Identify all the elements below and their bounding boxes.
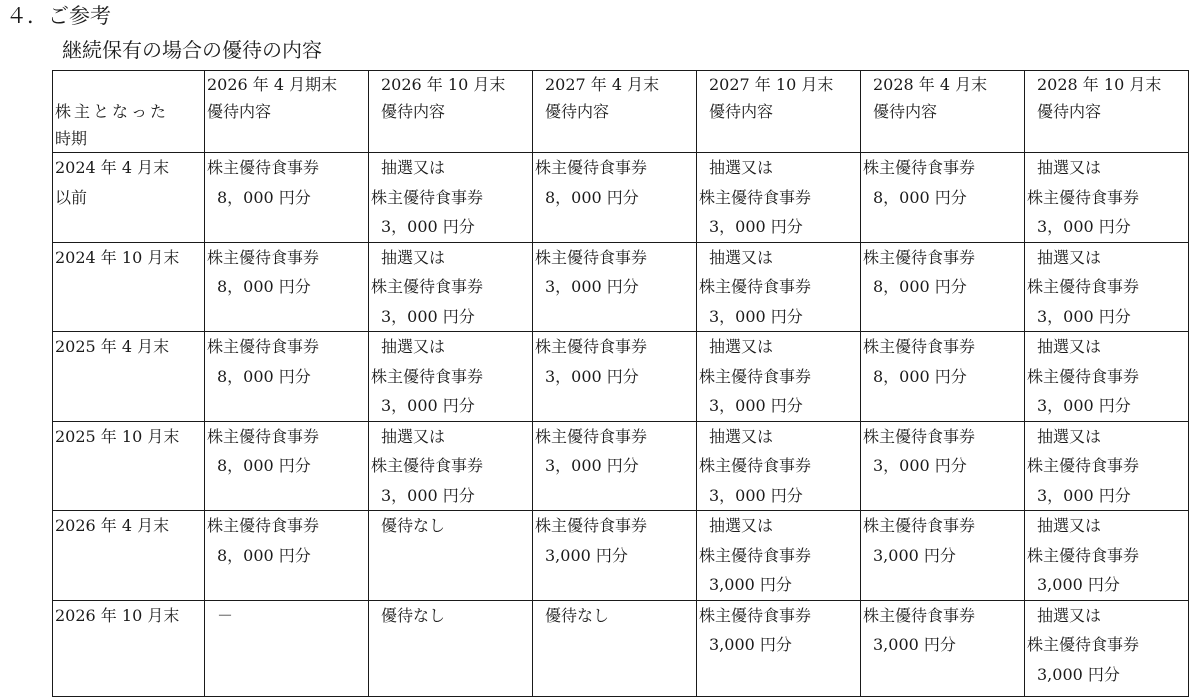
cell-line: 2028 年 4 月末 bbox=[873, 75, 988, 94]
cell-line: 株主優待食事券 bbox=[371, 366, 484, 386]
cell-line: 株主優待食事券 bbox=[207, 516, 320, 535]
benefit-cell bbox=[369, 153, 533, 243]
cell-line: 8，000 円分 bbox=[217, 187, 311, 207]
cell-line: 3,000 円分 bbox=[709, 635, 792, 654]
table-row bbox=[53, 332, 1189, 422]
benefit-cell bbox=[533, 332, 697, 422]
cell-line: 3，000 円分 bbox=[1037, 485, 1131, 505]
section-heading: ４．ご参考 bbox=[6, 4, 111, 28]
cell-line: 8，000 円分 bbox=[873, 277, 967, 296]
cell-line: 2025 年 4 月末 bbox=[55, 337, 170, 356]
cell-line: 株主優待食事券 bbox=[207, 158, 320, 177]
benefit-cell bbox=[533, 600, 697, 696]
cell-line: 2024 年 10 月末 bbox=[55, 247, 180, 267]
benefit-cell bbox=[1025, 153, 1189, 243]
cell-line: 株主優待食事券 bbox=[1027, 635, 1140, 654]
benefit-cell bbox=[861, 332, 1025, 422]
cell-line: 株主優待食事券 bbox=[535, 158, 648, 177]
cell-line: 2026 年 10 月末 bbox=[55, 605, 180, 625]
cell-line: 抽選又は bbox=[1037, 605, 1102, 625]
benefit-cell bbox=[1025, 421, 1189, 511]
cell-line: 抽選又は bbox=[381, 247, 446, 267]
benefit-cell bbox=[697, 332, 861, 422]
cell-line: 株主優待食事券 bbox=[863, 337, 976, 356]
cell-line: 8，000 円分 bbox=[217, 545, 311, 565]
cell-line: 時期 bbox=[55, 129, 88, 148]
benefit-cell bbox=[1025, 511, 1189, 601]
cell-line: 抽選又は bbox=[1037, 247, 1102, 267]
cell-line: 抽選又は bbox=[709, 337, 774, 356]
column-header-cell bbox=[861, 71, 1025, 153]
cell-line: 3,000 円分 bbox=[1037, 664, 1120, 684]
cell-line: 3，000 円分 bbox=[873, 456, 967, 475]
cell-line: 株主優待食事券 bbox=[207, 426, 320, 446]
cell-line: 優待内容 bbox=[873, 102, 938, 121]
benefit-cell bbox=[369, 242, 533, 332]
cell-line: 8，000 円分 bbox=[217, 277, 311, 296]
table-row bbox=[53, 242, 1189, 332]
benefit-cell bbox=[533, 511, 697, 601]
benefit-cell bbox=[369, 511, 533, 601]
cell-line: 以前 bbox=[55, 187, 88, 207]
cell-line: 株主優待食事券 bbox=[699, 605, 812, 625]
cell-line: 株主優待食事券 bbox=[535, 247, 648, 267]
cell-line: 8，000 円分 bbox=[217, 366, 311, 386]
table-header-row bbox=[53, 71, 1189, 153]
cell-line: 2026 年 4 月期末 bbox=[207, 75, 338, 94]
cell-line: 株主優待食事券 bbox=[699, 456, 812, 475]
cell-line: 株主優待食事券 bbox=[535, 516, 648, 535]
benefit-cell bbox=[697, 511, 861, 601]
cell-line: 抽選又は bbox=[1037, 426, 1102, 446]
cell-line: 株主優待食事券 bbox=[371, 456, 484, 475]
benefit-cell bbox=[205, 153, 369, 243]
benefit-cell bbox=[1025, 600, 1189, 696]
cell-line: 3，000 円分 bbox=[545, 366, 639, 386]
cell-line: 株主優待食事券 bbox=[207, 337, 320, 356]
cell-line: 2026 年 10 月末 bbox=[381, 75, 506, 94]
benefit-cell bbox=[861, 242, 1025, 332]
cell-line: 優待内容 bbox=[1037, 102, 1102, 121]
benefit-cell bbox=[369, 332, 533, 422]
period-cell bbox=[53, 242, 205, 332]
benefit-cell bbox=[861, 600, 1025, 696]
benefit-cell bbox=[1025, 332, 1189, 422]
benefit-cell bbox=[861, 153, 1025, 243]
cell-line: 株主優待食事券 bbox=[863, 158, 976, 177]
cell-line: 優待なし bbox=[545, 605, 610, 625]
cell-line: 株主優待食事券 bbox=[863, 426, 976, 446]
cell-line: 抽選又は bbox=[709, 516, 774, 535]
cell-line: 株主優待食事券 bbox=[699, 545, 812, 565]
benefit-cell bbox=[697, 600, 861, 696]
cell-line: 3,000 円分 bbox=[1037, 575, 1120, 594]
cell-line: 3，000 円分 bbox=[381, 396, 475, 415]
cell-line: 3，000 円分 bbox=[709, 217, 803, 236]
cell-line: 株主優待食事券 bbox=[535, 337, 648, 356]
cell-line: 3，000 円分 bbox=[381, 485, 475, 505]
benefit-cell bbox=[861, 421, 1025, 511]
benefit-cell bbox=[861, 511, 1025, 601]
cell-line: 株主優待食事券 bbox=[699, 277, 812, 296]
cell-line: 3，000 円分 bbox=[1037, 217, 1131, 236]
cell-line: 株主優待食事券 bbox=[863, 605, 976, 625]
period-cell bbox=[53, 332, 205, 422]
cell-line: 3,000 円分 bbox=[873, 545, 956, 565]
table-row bbox=[53, 511, 1189, 601]
benefit-cell bbox=[205, 600, 369, 696]
benefit-cell bbox=[369, 421, 533, 511]
cell-line: 株主優待食事券 bbox=[207, 247, 320, 267]
benefit-cell bbox=[533, 153, 697, 243]
cell-line: 抽選又は bbox=[1037, 516, 1102, 535]
cell-line: 優待内容 bbox=[207, 102, 272, 121]
cell-line: － bbox=[217, 605, 234, 625]
benefit-cell bbox=[697, 421, 861, 511]
cell-line: 株主優待食事券 bbox=[371, 277, 484, 296]
cell-line: 株主優待食事券 bbox=[1027, 366, 1140, 386]
cell-line: 2027 年 4 月末 bbox=[545, 75, 660, 94]
benefit-cell bbox=[697, 242, 861, 332]
cell-line: 3，000 円分 bbox=[709, 306, 803, 326]
benefit-cell bbox=[533, 421, 697, 511]
cell-line: 3，000 円分 bbox=[381, 306, 475, 326]
cell-line: 3，000 円分 bbox=[545, 277, 639, 296]
benefits-table bbox=[52, 70, 1189, 697]
cell-line: 2025 年 10 月末 bbox=[55, 426, 180, 446]
column-header-cell bbox=[697, 71, 861, 153]
cell-line: 株主優待食事券 bbox=[699, 366, 812, 386]
cell-line: 2028 年 10 月末 bbox=[1037, 75, 1162, 94]
cell-line: 3，000 円分 bbox=[709, 396, 803, 415]
cell-line: 2026 年 4 月末 bbox=[55, 516, 170, 535]
cell-line: 優待なし bbox=[381, 605, 446, 625]
cell-line: 株主優待食事券 bbox=[535, 426, 648, 446]
cell-line: 2027 年 10 月末 bbox=[709, 75, 834, 94]
cell-line: 株主優待食事券 bbox=[863, 516, 976, 535]
benefit-cell bbox=[205, 511, 369, 601]
column-header-cell bbox=[1025, 71, 1189, 153]
period-cell bbox=[53, 511, 205, 601]
cell-line: 株主優待食事券 bbox=[863, 247, 976, 267]
cell-line: 優待内容 bbox=[381, 102, 446, 121]
period-cell bbox=[53, 421, 205, 511]
cell-line: 抽選又は bbox=[709, 247, 774, 267]
cell-line: 抽選又は bbox=[381, 426, 446, 446]
cell-line: 株主優待食事券 bbox=[1027, 277, 1140, 296]
benefit-cell bbox=[369, 600, 533, 696]
cell-line: 株主となった bbox=[55, 102, 170, 121]
period-cell bbox=[53, 600, 205, 696]
cell-line: 3，000 円分 bbox=[545, 456, 639, 475]
benefit-cell bbox=[1025, 242, 1189, 332]
cell-line: 株主優待食事券 bbox=[699, 187, 812, 207]
cell-line: 優待内容 bbox=[709, 102, 774, 121]
cell-line: 3，000 円分 bbox=[709, 485, 803, 505]
cell-line: 8，000 円分 bbox=[217, 456, 311, 475]
cell-line: 3，000 円分 bbox=[1037, 396, 1131, 415]
cell-line: 抽選又は bbox=[381, 337, 446, 356]
column-header-cell bbox=[369, 71, 533, 153]
table-row bbox=[53, 153, 1189, 243]
cell-line: 抽選又は bbox=[381, 158, 446, 177]
benefit-cell bbox=[205, 242, 369, 332]
cell-line: 3,000 円分 bbox=[545, 545, 628, 565]
cell-line: 優待なし bbox=[381, 516, 446, 535]
benefit-cell bbox=[205, 421, 369, 511]
period-cell bbox=[53, 153, 205, 243]
benefit-cell bbox=[697, 153, 861, 243]
cell-line: 株主優待食事券 bbox=[371, 187, 484, 207]
cell-line: 優待内容 bbox=[545, 102, 610, 121]
cell-line: 抽選又は bbox=[709, 426, 774, 446]
cell-line: 3,000 円分 bbox=[873, 635, 956, 654]
cell-line: 3，000 円分 bbox=[1037, 306, 1131, 326]
cell-line: 株主優待食事券 bbox=[1027, 545, 1140, 565]
cell-line: 抽選又は bbox=[1037, 337, 1102, 356]
cell-line: 8，000 円分 bbox=[873, 366, 967, 386]
cell-line: 8，000 円分 bbox=[545, 187, 639, 207]
cell-line: 3,000 円分 bbox=[709, 575, 792, 594]
cell-line: 8，000 円分 bbox=[873, 187, 967, 207]
benefit-cell bbox=[533, 242, 697, 332]
cell-line: 抽選又は bbox=[709, 158, 774, 177]
cell-line: 株主優待食事券 bbox=[1027, 456, 1140, 475]
benefit-cell bbox=[205, 332, 369, 422]
section-subheading: 継続保有の場合の優待の内容 bbox=[62, 38, 322, 62]
corner-header-cell bbox=[53, 71, 205, 153]
cell-line: 株主優待食事券 bbox=[1027, 187, 1140, 207]
table-row bbox=[53, 421, 1189, 511]
cell-line: 3，000 円分 bbox=[381, 217, 475, 236]
column-header-cell bbox=[205, 71, 369, 153]
column-header-cell bbox=[533, 71, 697, 153]
cell-line: 2024 年 4 月末 bbox=[55, 158, 170, 177]
table-row bbox=[53, 600, 1189, 696]
cell-line: 抽選又は bbox=[1037, 158, 1102, 177]
